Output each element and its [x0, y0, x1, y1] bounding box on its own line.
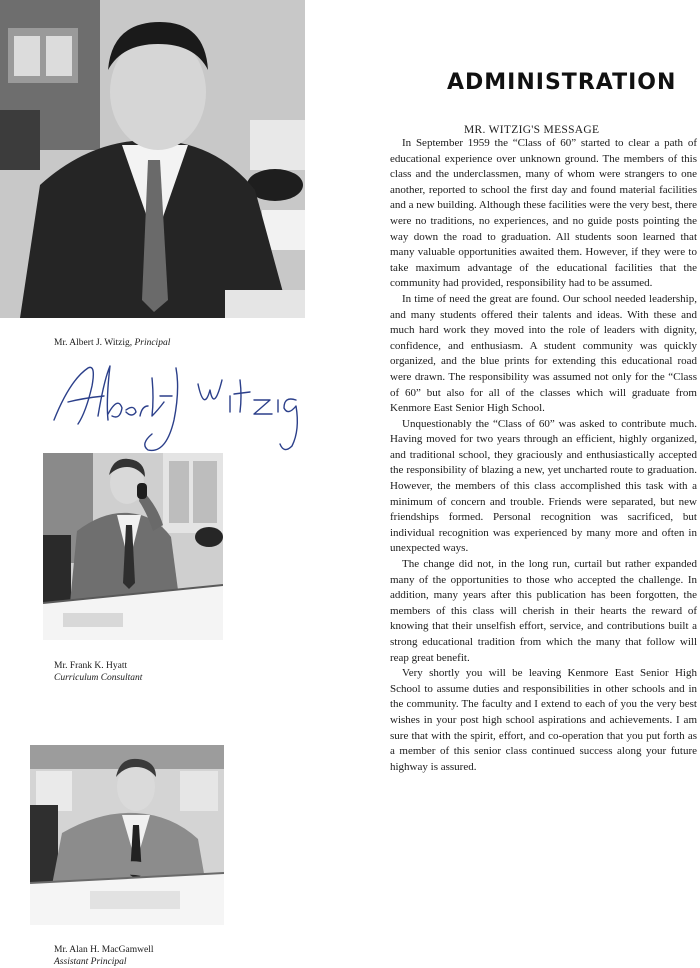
curriculum-consultant-photo: [43, 453, 223, 640]
message-paragraph: The change did not, in the long run, curtail but rather expanded many of the opportunities to those who accepted the challenge. In addition, many years after this publication has been forgotten, the members of this class will cherish in their hearts the reward of knowing that their unselfish effort, service, and contributions built a strong educational tradition from which the many that follow will reap great benefit.: [390, 558, 697, 664]
curriculum-consultant-name: Mr. Frank K. Hyatt: [54, 661, 128, 671]
assistant-principal-role: Assistant Principal: [54, 957, 127, 967]
page-title: ADMINISTRATION: [447, 70, 677, 95]
principal-role: Principal: [134, 338, 171, 348]
message-paragraph: Unquestionably the “Class of 60” was asked to contribute much. Having moved for two years through an efficient, highly organized, and traditional school, they graciously and enthusiastically accepted the responsibility of blazing a new, yet uncharted route to graduation. However, the members of this class accomplished this task with a minimum of concern and trouble. Friends were separated, but new friendships formed. Personal recognition was sacrificed, but individual recognition was experienced by many more and often in unexpected ways.: [390, 417, 697, 555]
curriculum-consultant-role: Curriculum Consultant: [54, 673, 143, 683]
principal-name: Mr. Albert J. Witzig,: [54, 338, 133, 348]
message-heading: MR. WITZIG'S MESSAGE: [464, 124, 600, 136]
assistant-principal-caption: [54, 944, 153, 968]
principal-caption: [54, 337, 170, 349]
assistant-principal-name: Mr. Alan H. MacGamwell: [54, 945, 154, 955]
curriculum-consultant-caption: [54, 660, 142, 684]
assistant-principal-photo: [30, 745, 224, 925]
message-paragraph: In September 1959 the “Class of 60” started to clear a path of educational experience over unknown ground. The members of this class and the underclassmen, many of whom were strangers to one another, reported to school the first day and found material facilities and a new building. Although these facilities were the very best, there were no traditions, no experiences, and no guide posts pointing the way down the road to graduation. All students soon learned that many valuable opportunities awaited them. However, if they were to take maximum advantage of the educational facilities that the community had provided, responsibility had to be assumed.: [390, 137, 697, 290]
message-paragraph: Very shortly you will be leaving Kenmore East Senior High School to assume duties and responsibilities in other schools and in the community. The faculty and I extend to each of you the very best wishes in your post high school aspirations and achievements. I am sure that with the spirit, effort, and co-operation that you put forth as a member of this senior class continued success along your future highway is assured.: [390, 667, 697, 773]
principal-photo: [0, 0, 305, 318]
message-body: [390, 136, 697, 775]
principal-signature: [48, 350, 303, 460]
message-paragraph: In time of need the great are found. Our school needed leadership, and many students offered their talents and ideas. With these and much hard work they moved into the role of leaders with dignity, confidence, and enthusiasm. A student community was quickly organized, and the blue prints for extending this educational road were drawn. The responsibility was assumed not only for the “Class of 60” but also for all of the classes which will graduate from Kenmore East Senior High School.: [390, 292, 697, 415]
